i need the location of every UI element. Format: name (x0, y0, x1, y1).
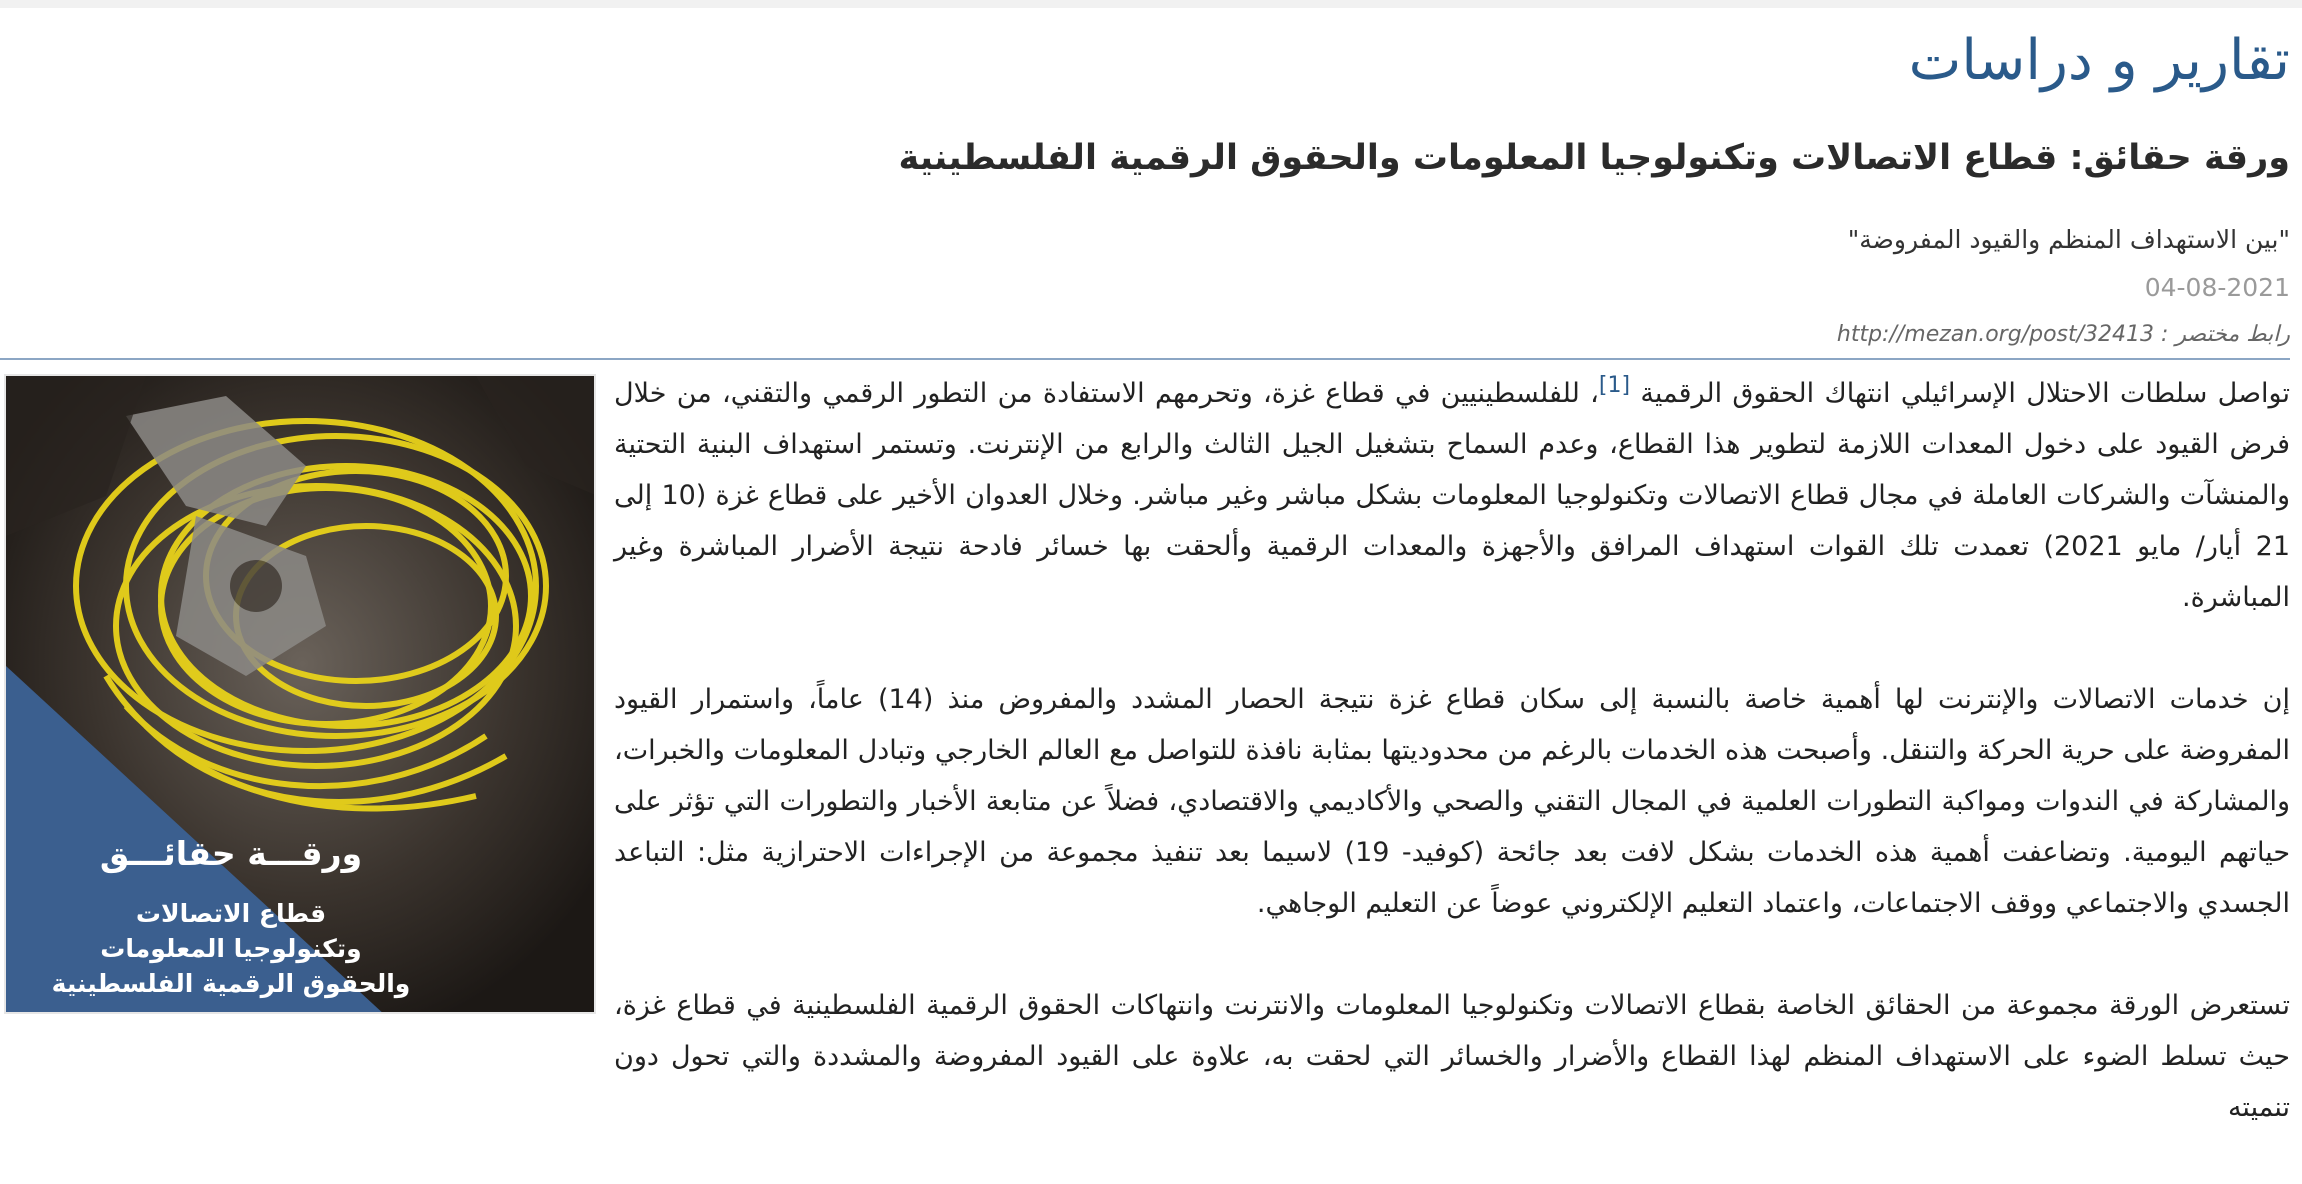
cover-title-line-3: والحقوق الرقمية الفلسطينية (51, 969, 411, 998)
header-divider (0, 358, 2290, 360)
paragraph-1 (614, 368, 2290, 623)
section-title[interactable]: تقارير و دراسات (1908, 28, 2290, 93)
publish-date: 04-08-2021 (2144, 273, 2290, 302)
paragraph-1-start: تواصل سلطات الاحتلال الإسرائيلي انتهاك الحقوق الرقمية (1630, 378, 2290, 409)
article-cover-image[interactable] (4, 374, 596, 1014)
article-header (390, 26, 2290, 350)
cover-caption (6, 832, 456, 1001)
short-link (390, 320, 2290, 350)
short-link-label: رابط مختصر : (2154, 322, 2290, 347)
short-link-url[interactable]: http://mezan.org/post/32413 (1836, 322, 2155, 347)
article-subtitle: "بين الاستهداف المنظم والقيود المفروضة" (1847, 225, 2290, 254)
paragraph-2: إن خدمات الاتصالات والإنترنت لها أهمية خاصة بالنسبة إلى سكان قطاع غزة نتيجة الحصار المشدد والمفروض منذ (14) عاماً، واستمرار القيود المفروضة على حرية الحركة والتنقل. وأصبحت هذه الخدمات بالرغم من محدوديتها بمثابة نافذة للتواصل مع العالم الخارجي وتبادل المعلومات والخبرات، والمشاركة في الندوات ومواكبة التطورات العلمية في المجال التقني والصحي والأكاديمي والاقتصادي، فضلاً عن متابعة الأخبار والتطورات التي تؤثر على حياتهم اليومية. وتضاعفت أهمية هذه الخدمات بشكل لافت بعد جائحة (كوفيد- 19) لاسيما بعد تنفيذ مجموعة من الإجراءات الاحترازية مثل: التباعد الجسدي والاجتماعي ووقف الاجتماعات، واعتماد التعليم الإلكتروني عوضاً عن التعليم الوجاهي. (614, 684, 2291, 919)
paragraph-1-rest: ، للفلسطينيين في قطاع غزة، وتحرمهم الاستفادة من التطور الرقمي والتقني، من خلال فرض القيود على دخول المعدات اللازمة لتطوير هذا القطاع، وعدم السماح بتشغيل الجيل الثالث والرابع من الإنترنت. وتستمر استهداف البنية التحتية والمنشآت والشركات العاملة في مجال قطاع الاتصالات وتكنولوجيا المعلومات بشكل مباشر وغير مباشر. وخلال العدوان الأخير على قطاع غزة (10 إلى 21 أيار/ مايو 2021) تعمدت تلك القوات استهداف المرافق والأجهزة والمعدات الرقمية وألحقت بها خسائر فادحة نتيجة الأضرار المباشرة وغير المباشرة. (614, 378, 2290, 613)
article-title: ورقة حقائق: قطاع الاتصالات وتكنولوجيا المعلومات والحقوق الرقمية الفلسطينية (898, 138, 2290, 178)
cover-title-line-2: وتكنولوجيا المعلومات (100, 934, 362, 963)
cover-title (6, 896, 456, 1001)
cover-title-line-1: قطاع الاتصالات (135, 899, 327, 928)
footnote-ref-link[interactable]: [1] (1598, 373, 1631, 398)
paragraph-3: تستعرض الورقة مجموعة من الحقائق الخاصة بقطاع الاتصالات وتكنولوجيا المعلومات والانترنت وانتهاكات الحقوق الرقمية الفلسطينية في قطاع غزة، حيث تسلط الضوء على الاستهداف المنظم لهذا القطاع والأضرار والخسائر التي لحقت به، علاوة على القيود المفروضة والمشددة والتي تحول دون تنميته (614, 990, 2290, 1123)
top-bar (0, 0, 2302, 8)
article-body (614, 368, 2290, 1184)
cover-kicker: ورقـــة حقائـــق (99, 834, 363, 873)
